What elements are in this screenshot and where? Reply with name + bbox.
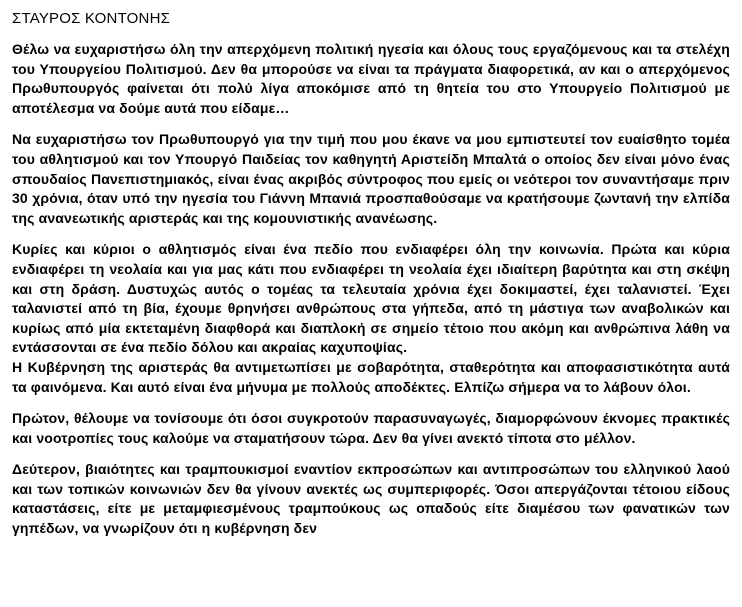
paragraph-second-point: Δεύτερον, βιαιότητες και τραμπουκισμοί εναντίον εκπροσώπων και αντιπροσώπων του ελληνικού λαού και των τοπικών κοινωνιών δεν θα γίνουν ανεκτές ως συμπεριφορές. Όσοι απεργάζονται τέτοιου είδους καταστάσεις, είτε με μεταμφιεσμένους τραμπούκους ως οπαδούς είτε διαμέσου των φανατικών των γηπέδων, να γνωρίζουν ότι η κυβέρνηση δεν [12,461,730,537]
paragraph-first-point: Πρώτον, θέλουμε να τονίσουμε ότι όσοι συγκροτούν παρασυναγωγές, διαμορφώνουν έκνομες πρακτικές και νοοτροπίες τους καλούμε να σταματήσουν τώρα. Δεν θα γίνει ανεκτό τίποτα στο μέλλον. [12,410,730,446]
paragraph-prime-minister: Να ευχαριστήσω τον Πρωθυπουργό για την τιμή που μου έκανε να μου εμπιστευτεί τον ευαίσθητο τομέα του αθλητισμού και τον Υπουργό Παιδείας τον καθηγητή Αριστείδη Μπαλτά ο οποίος δεν είναι μόνο ένας σπουδαίος Πανεπιστημιακός, είναι ένας ακριβός σύντροφος που εμείς οι νεότεροι τον συναντήσαμε πριν 30 χρόνια, όταν υπό την ηγεσία του Γιάννη Μπανιά προσπαθούσαμε να κρατήσουμε ζωντανή την ελπίδα της ανανεωτικής αριστεράς και της κομουνιστικής ανανέωσης. [12,131,730,226]
speaker-name-heading: ΣΤΑΥΡΟΣ ΚΟΝΤΟΝΗΣ [12,10,171,27]
paragraph-sports-field: Κυρίες και κύριοι ο αθλητισμός είναι ένα πεδίο που ενδιαφέρει όλη την κοινωνία. Πρώτα και κύρια ενδιαφέρει τη νεολαία και για μας κάτι που ενδιαφέρει τη νεολαία έχει ιδιαίτερη βαρύτητα και στη σκέψη και στη δράση. Δυστυχώς αυτός ο τομέας τα τελευταία χρόνια έχει δοκιμαστεί, έχει ταλανιστεί. Έχει ταλανιστεί από τη βία, έχουμε θρηνήσει ανθρώπους στα γήπεδα, από τη μάστιγα των αναβολικών και κυρίως από μία εκτεταμένη διαφθορά και διαπλοκή σε σημείο τέτοιο που ακόμη και ανθρώπινα λάθη να εντάσσονται σε ένα πεδίο δόλου και ακραίας καχυποψίας. [12,241,730,356]
paragraph-thanks: Θέλω να ευχαριστήσω όλη την απερχόμενη πολιτική ηγεσία και όλους τους εργαζόμενους και τα στελέχη του Υπουργείου Πολιτισμού. Δεν θα μπορούσε να είναι τα πράγματα διαφορετικά, αν και ο απερχόμενος Πρωθυπουργός φαίνεται ότι πολύ λίγα αποκόμισε από τη θητεία του στο Υπουργείο Πολιτισμού με αποτέλεσμα να δούμε αυτά που είδαμε… [12,41,730,116]
paragraph-government-left: Η Κυβέρνηση της αριστεράς θα αντιμετωπίσει με σοβαρότητα, σταθερότητα και αποφασιστικότητα αυτά τα φαινόμενα. Και αυτό είναι ένα μήνυμα με πολλούς αποδέκτες. Ελπίζω σήμερα να το λάβουν όλοι. [12,358,730,395]
